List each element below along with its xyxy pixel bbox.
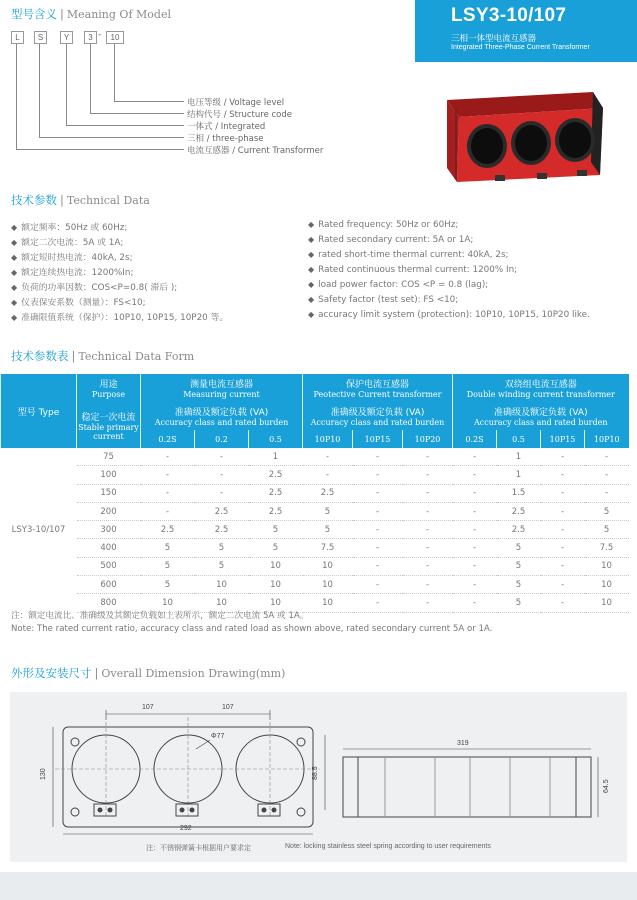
table-header-accuracy: 准确级及额定负载 (VA) Accuracy class and rated burden bbox=[303, 402, 453, 430]
table-value-cell: - bbox=[353, 557, 403, 575]
table-value-cell: 7.5 bbox=[585, 539, 629, 557]
spec-item-cn: ◆ 额定连续热电流：1200%In; bbox=[11, 268, 134, 278]
table-value-cell: - bbox=[403, 484, 453, 502]
table-header-protective: 保护电流互感器 Peotective Current transformer bbox=[303, 374, 453, 402]
spec-item-cn: ◆ 负荷的功率因数：COS<P=0.8( 滞后 ); bbox=[11, 283, 178, 293]
table-value-cell: 2.5 bbox=[249, 466, 303, 484]
table-value-cell: - bbox=[303, 466, 353, 484]
spec-item-cn: ◆ 准确限值系统（保护）：10P10, 10P15, 10P20 等。 bbox=[11, 313, 229, 323]
product-name-cn: 三相一体型电流互感器 bbox=[451, 34, 537, 44]
table-value-cell: 10 bbox=[141, 594, 195, 612]
product-image bbox=[425, 80, 625, 190]
spec-item-cn: ◆ 额定短时热电流：40kA, 2s; bbox=[11, 253, 133, 263]
table-header-accuracy: 准确级及额定负载 (VA) Accuracy class and rated burden bbox=[141, 402, 303, 430]
table-value-cell: - bbox=[195, 448, 249, 466]
table-row bbox=[1, 576, 629, 594]
table-header-double-winding: 双绕组电流互感器 Double winding current transformer bbox=[453, 374, 629, 402]
table-value-cell: - bbox=[141, 484, 195, 502]
table-col-header: 0.2S bbox=[453, 430, 497, 448]
table-value-cell: - bbox=[353, 448, 403, 466]
spec-item-en: ◆ accuracy limit system (protection): 10P10, 10P15, 10P20 like. bbox=[308, 310, 590, 320]
model-label-integrated: 一体式 / Integrated bbox=[187, 122, 266, 132]
table-value-cell: - bbox=[453, 539, 497, 557]
svg-text:88.5: 88.5 bbox=[312, 766, 319, 780]
table-value-cell: 1 bbox=[497, 448, 541, 466]
table-value-cell: - bbox=[353, 521, 403, 539]
product-banner bbox=[415, 0, 637, 62]
table-value-cell: - bbox=[195, 466, 249, 484]
table-row bbox=[1, 466, 629, 484]
table-value-cell: 5 bbox=[585, 521, 629, 539]
spec-item-cn: ◆ 仪表保安系数（测量）：FS<10; bbox=[11, 298, 146, 308]
table-value-cell: 2.5 bbox=[497, 521, 541, 539]
table-col-header: 10P15 bbox=[541, 430, 585, 448]
table-value-cell: - bbox=[141, 466, 195, 484]
table-value-cell: 2.5 bbox=[195, 502, 249, 520]
model-code-box: L bbox=[11, 31, 24, 44]
spec-item-cn: ◆ 额定二次电流：5A 或 1A; bbox=[11, 238, 124, 248]
model-code-separator: - bbox=[98, 30, 102, 40]
model-code-box: 3 bbox=[84, 31, 97, 44]
table-value-cell: - bbox=[541, 502, 585, 520]
table-value-cell: - bbox=[453, 484, 497, 502]
table-current-cell: 600 bbox=[77, 576, 141, 594]
table-value-cell: - bbox=[403, 539, 453, 557]
svg-text:319: 319 bbox=[457, 740, 469, 747]
dimension-drawing bbox=[10, 692, 627, 862]
table-value-cell: - bbox=[453, 448, 497, 466]
table-value-cell: - bbox=[353, 502, 403, 520]
table-col-header: 0.2 bbox=[195, 430, 249, 448]
table-value-cell: - bbox=[453, 521, 497, 539]
table-row bbox=[1, 484, 629, 502]
table-col-header: 10P15 bbox=[353, 430, 403, 448]
svg-text:130: 130 bbox=[40, 768, 47, 780]
table-value-cell: - bbox=[403, 594, 453, 612]
svg-text:64.5: 64.5 bbox=[603, 779, 610, 793]
table-current-cell: 200 bbox=[77, 502, 141, 520]
table-value-cell: - bbox=[453, 466, 497, 484]
table-col-header: 0.5 bbox=[497, 430, 541, 448]
svg-text:107: 107 bbox=[142, 704, 154, 711]
spec-item-en: ◆ load power factor: COS <P = 0.8 (lag); bbox=[308, 280, 489, 290]
table-value-cell: - bbox=[141, 502, 195, 520]
table-value-cell: 2.5 bbox=[249, 484, 303, 502]
table-header-purpose: 用途 Purpose bbox=[77, 374, 141, 402]
spec-item-en: ◆ Safety factor (test set): FS <10; bbox=[308, 295, 459, 305]
table-value-cell: 2.5 bbox=[141, 521, 195, 539]
table-value-cell: 5 bbox=[249, 539, 303, 557]
table-value-cell: 5 bbox=[497, 594, 541, 612]
table-value-cell: 10 bbox=[249, 594, 303, 612]
table-value-cell: 2.5 bbox=[303, 484, 353, 502]
table-value-cell: 5 bbox=[141, 557, 195, 575]
table-value-cell: - bbox=[541, 448, 585, 466]
table-value-cell: 10 bbox=[249, 576, 303, 594]
table-value-cell: 10 bbox=[585, 557, 629, 575]
table-value-cell: - bbox=[453, 594, 497, 612]
table-value-cell: 10 bbox=[195, 594, 249, 612]
table-value-cell: - bbox=[541, 576, 585, 594]
spec-item-cn: ◆ 额定频率：50Hz 或 60Hz; bbox=[11, 223, 128, 233]
table-value-cell: 5 bbox=[497, 539, 541, 557]
model-code-box: S bbox=[34, 31, 47, 44]
table-header-model: 型号 Type bbox=[1, 374, 77, 448]
table-current-cell: 500 bbox=[77, 557, 141, 575]
table-row bbox=[1, 448, 629, 466]
svg-text:107: 107 bbox=[222, 704, 234, 711]
table-value-cell: - bbox=[541, 466, 585, 484]
model-code-box: 10 bbox=[106, 31, 124, 44]
table-row bbox=[1, 557, 629, 575]
table-col-header: 0.2S bbox=[141, 430, 195, 448]
table-row bbox=[1, 502, 629, 520]
table-value-cell: 2.5 bbox=[249, 502, 303, 520]
table-value-cell: 2.5 bbox=[195, 521, 249, 539]
table-value-cell: - bbox=[585, 448, 629, 466]
table-value-cell: 5 bbox=[303, 502, 353, 520]
spec-item-en: ◆ Rated frequency: 50Hz or 60Hz; bbox=[308, 220, 459, 230]
tech-data-table bbox=[0, 374, 629, 613]
dimension-note-en: Note: locking stainless steel spring according to user requirements bbox=[285, 843, 491, 850]
model-label-three-phase: 三相 / three-phase bbox=[187, 134, 264, 144]
table-note-cn: 注：额定电流比、准确级及其额定负载如上表所示，额定二次电流 5A 或 1A。 bbox=[11, 611, 309, 621]
page-footer-band bbox=[0, 872, 637, 900]
table-value-cell: 5 bbox=[195, 557, 249, 575]
tech-form-title: 技术参数表 | Technical Data Form bbox=[11, 349, 195, 363]
table-value-cell: - bbox=[541, 594, 585, 612]
table-value-cell: - bbox=[541, 539, 585, 557]
table-value-cell: 5 bbox=[497, 557, 541, 575]
table-value-cell: - bbox=[403, 448, 453, 466]
table-value-cell: 5 bbox=[195, 539, 249, 557]
table-value-cell: - bbox=[353, 484, 403, 502]
table-header-measuring: 测量电流互感器 Measuring current bbox=[141, 374, 303, 402]
svg-text:Φ77: Φ77 bbox=[211, 733, 225, 740]
svg-text:292: 292 bbox=[180, 825, 192, 832]
dimension-labels bbox=[10, 692, 627, 862]
table-value-cell: - bbox=[585, 484, 629, 502]
table-model-cell: LSY3-10/107 bbox=[11, 525, 66, 536]
table-value-cell: 1 bbox=[497, 466, 541, 484]
table-row bbox=[1, 521, 629, 539]
table-value-cell: - bbox=[353, 594, 403, 612]
table-value-cell: - bbox=[141, 448, 195, 466]
table-value-cell: - bbox=[403, 557, 453, 575]
spec-item-en: ◆ Rated secondary current: 5A or 1A; bbox=[308, 235, 474, 245]
table-value-cell: 2.5 bbox=[497, 502, 541, 520]
table-value-cell: - bbox=[585, 466, 629, 484]
table-current-cell: 100 bbox=[77, 466, 141, 484]
table-value-cell: - bbox=[453, 557, 497, 575]
table-value-cell: 5 bbox=[141, 576, 195, 594]
model-label-structure: 结构代号 / Structure code bbox=[187, 110, 293, 120]
table-col-header: 10P10 bbox=[303, 430, 353, 448]
table-value-cell: 5 bbox=[303, 521, 353, 539]
table-value-cell: - bbox=[541, 557, 585, 575]
table-value-cell: 10 bbox=[195, 576, 249, 594]
model-label-voltage: 电压等级 / Voltage level bbox=[187, 98, 285, 108]
table-value-cell: 5 bbox=[585, 502, 629, 520]
table-current-cell: 400 bbox=[77, 539, 141, 557]
table-value-cell: - bbox=[353, 576, 403, 594]
product-model: LSY3-10/107 bbox=[451, 5, 567, 26]
table-value-cell: - bbox=[403, 466, 453, 484]
table-col-header: 0.5 bbox=[249, 430, 303, 448]
table-value-cell: - bbox=[541, 521, 585, 539]
table-note-en: Note: The rated current ratio, accuracy class and rated load as shown above, rated secondary current 5A or 1A. bbox=[11, 624, 493, 634]
tech-data-title: 技术参数 | Technical Data bbox=[11, 193, 150, 207]
table-value-cell: 10 bbox=[585, 594, 629, 612]
spec-item-en: ◆ Rated continuous thermal current: 1200% In; bbox=[308, 265, 518, 275]
table-value-cell: - bbox=[353, 466, 403, 484]
model-code-box: Y bbox=[60, 31, 73, 44]
table-value-cell: - bbox=[403, 576, 453, 594]
dimension-title: 外形及安装尺寸 | Overall Dimension Drawing(mm) bbox=[11, 666, 286, 680]
dimension-note-cn: 注：不锈钢弹簧卡根据用户要求定 bbox=[146, 844, 251, 852]
table-value-cell: 10 bbox=[249, 557, 303, 575]
table-current-cell: 800 bbox=[77, 594, 141, 612]
table-value-cell: - bbox=[453, 576, 497, 594]
table-value-cell: - bbox=[453, 502, 497, 520]
table-value-cell: 5 bbox=[141, 539, 195, 557]
table-value-cell: 7.5 bbox=[303, 539, 353, 557]
table-value-cell: 5 bbox=[497, 576, 541, 594]
table-value-cell: 5 bbox=[249, 521, 303, 539]
table-value-cell: - bbox=[353, 539, 403, 557]
model-meaning-title: 型号含义 | Meaning Of Model bbox=[11, 7, 171, 21]
table-col-header: 10P20 bbox=[403, 430, 453, 448]
product-name-en: Integrated Three-Phase Current Transformer bbox=[451, 44, 590, 51]
table-value-cell: - bbox=[403, 502, 453, 520]
spec-item-en: ◆ rated short-time thermal current: 40kA, 2s; bbox=[308, 250, 509, 260]
table-value-cell: - bbox=[541, 484, 585, 502]
table-current-cell: 300 bbox=[77, 521, 141, 539]
table-current-cell: 150 bbox=[77, 484, 141, 502]
table-value-cell: 10 bbox=[303, 557, 353, 575]
table-value-cell: 10 bbox=[303, 576, 353, 594]
model-label-current-transformer: 电流互感器 / Current Transformer bbox=[187, 146, 324, 156]
table-col-header: 10P10 bbox=[585, 430, 629, 448]
table-header-accuracy: 准确级及额定负载 (VA) Accuracy class and rated burden bbox=[453, 402, 629, 430]
table-value-cell: - bbox=[403, 521, 453, 539]
table-current-cell: 75 bbox=[77, 448, 141, 466]
table-row bbox=[1, 539, 629, 557]
table-header-stable-current: 稳定一次电流 Stable primary current bbox=[77, 402, 141, 448]
table-value-cell: 10 bbox=[585, 576, 629, 594]
table-value-cell: 10 bbox=[303, 594, 353, 612]
table-value-cell: 1 bbox=[249, 448, 303, 466]
table-value-cell: - bbox=[195, 484, 249, 502]
table-value-cell: 1.5 bbox=[497, 484, 541, 502]
table-value-cell: - bbox=[303, 448, 353, 466]
